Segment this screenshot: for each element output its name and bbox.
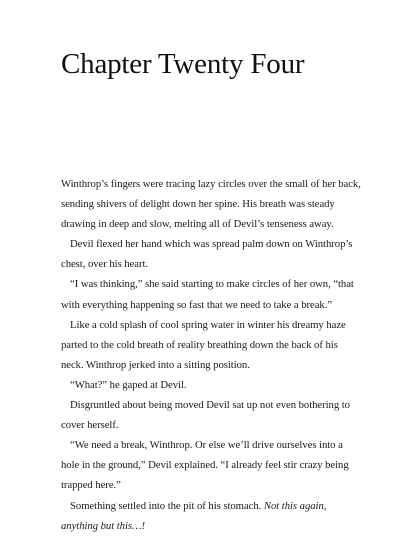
paragraph-8 (61, 496, 361, 536)
paragraph-7: “We need a break, Winthrop. Or else we’ll drive ourselves into a hole in the ground,” Devil explained. “I already feel stir crazy being trapped here.” (61, 439, 349, 492)
paragraph-3: “I was thinking,” she said starting to make circles of her own, “that with everything happening so fast that we need to take a break.” (61, 278, 354, 311)
paragraph-5: “What?” he gaped at Devil. (70, 378, 187, 391)
chapter-title: Chapter Twenty Four (61, 48, 305, 80)
paragraph-6: Disgruntled about being moved Devil sat up not even bothering to cover herself. (61, 399, 350, 432)
chapter-body (61, 174, 361, 536)
paragraph-4: Like a cold splash of cool spring water in winter his dreamy haze parted to the cold breath of reality breathing down the back of his neck. Winthrop jerked into a sitting position. (61, 318, 346, 371)
paragraph-8-italic-thought: Not this again, anything but this…! (61, 499, 327, 532)
paragraph-2: Devil flexed her hand which was spread palm down on Winthrop’s chest, over his heart. (61, 238, 353, 271)
paragraph-1: Winthrop’s fingers were tracing lazy circles over the small of her back, sending shivers of delight down her spine. His breath was steady drawing in deep and slow, melting all of Devil’s tenseness away. (61, 178, 361, 231)
paragraph-8-text: Something settled into the pit of his stomach. (70, 499, 264, 512)
